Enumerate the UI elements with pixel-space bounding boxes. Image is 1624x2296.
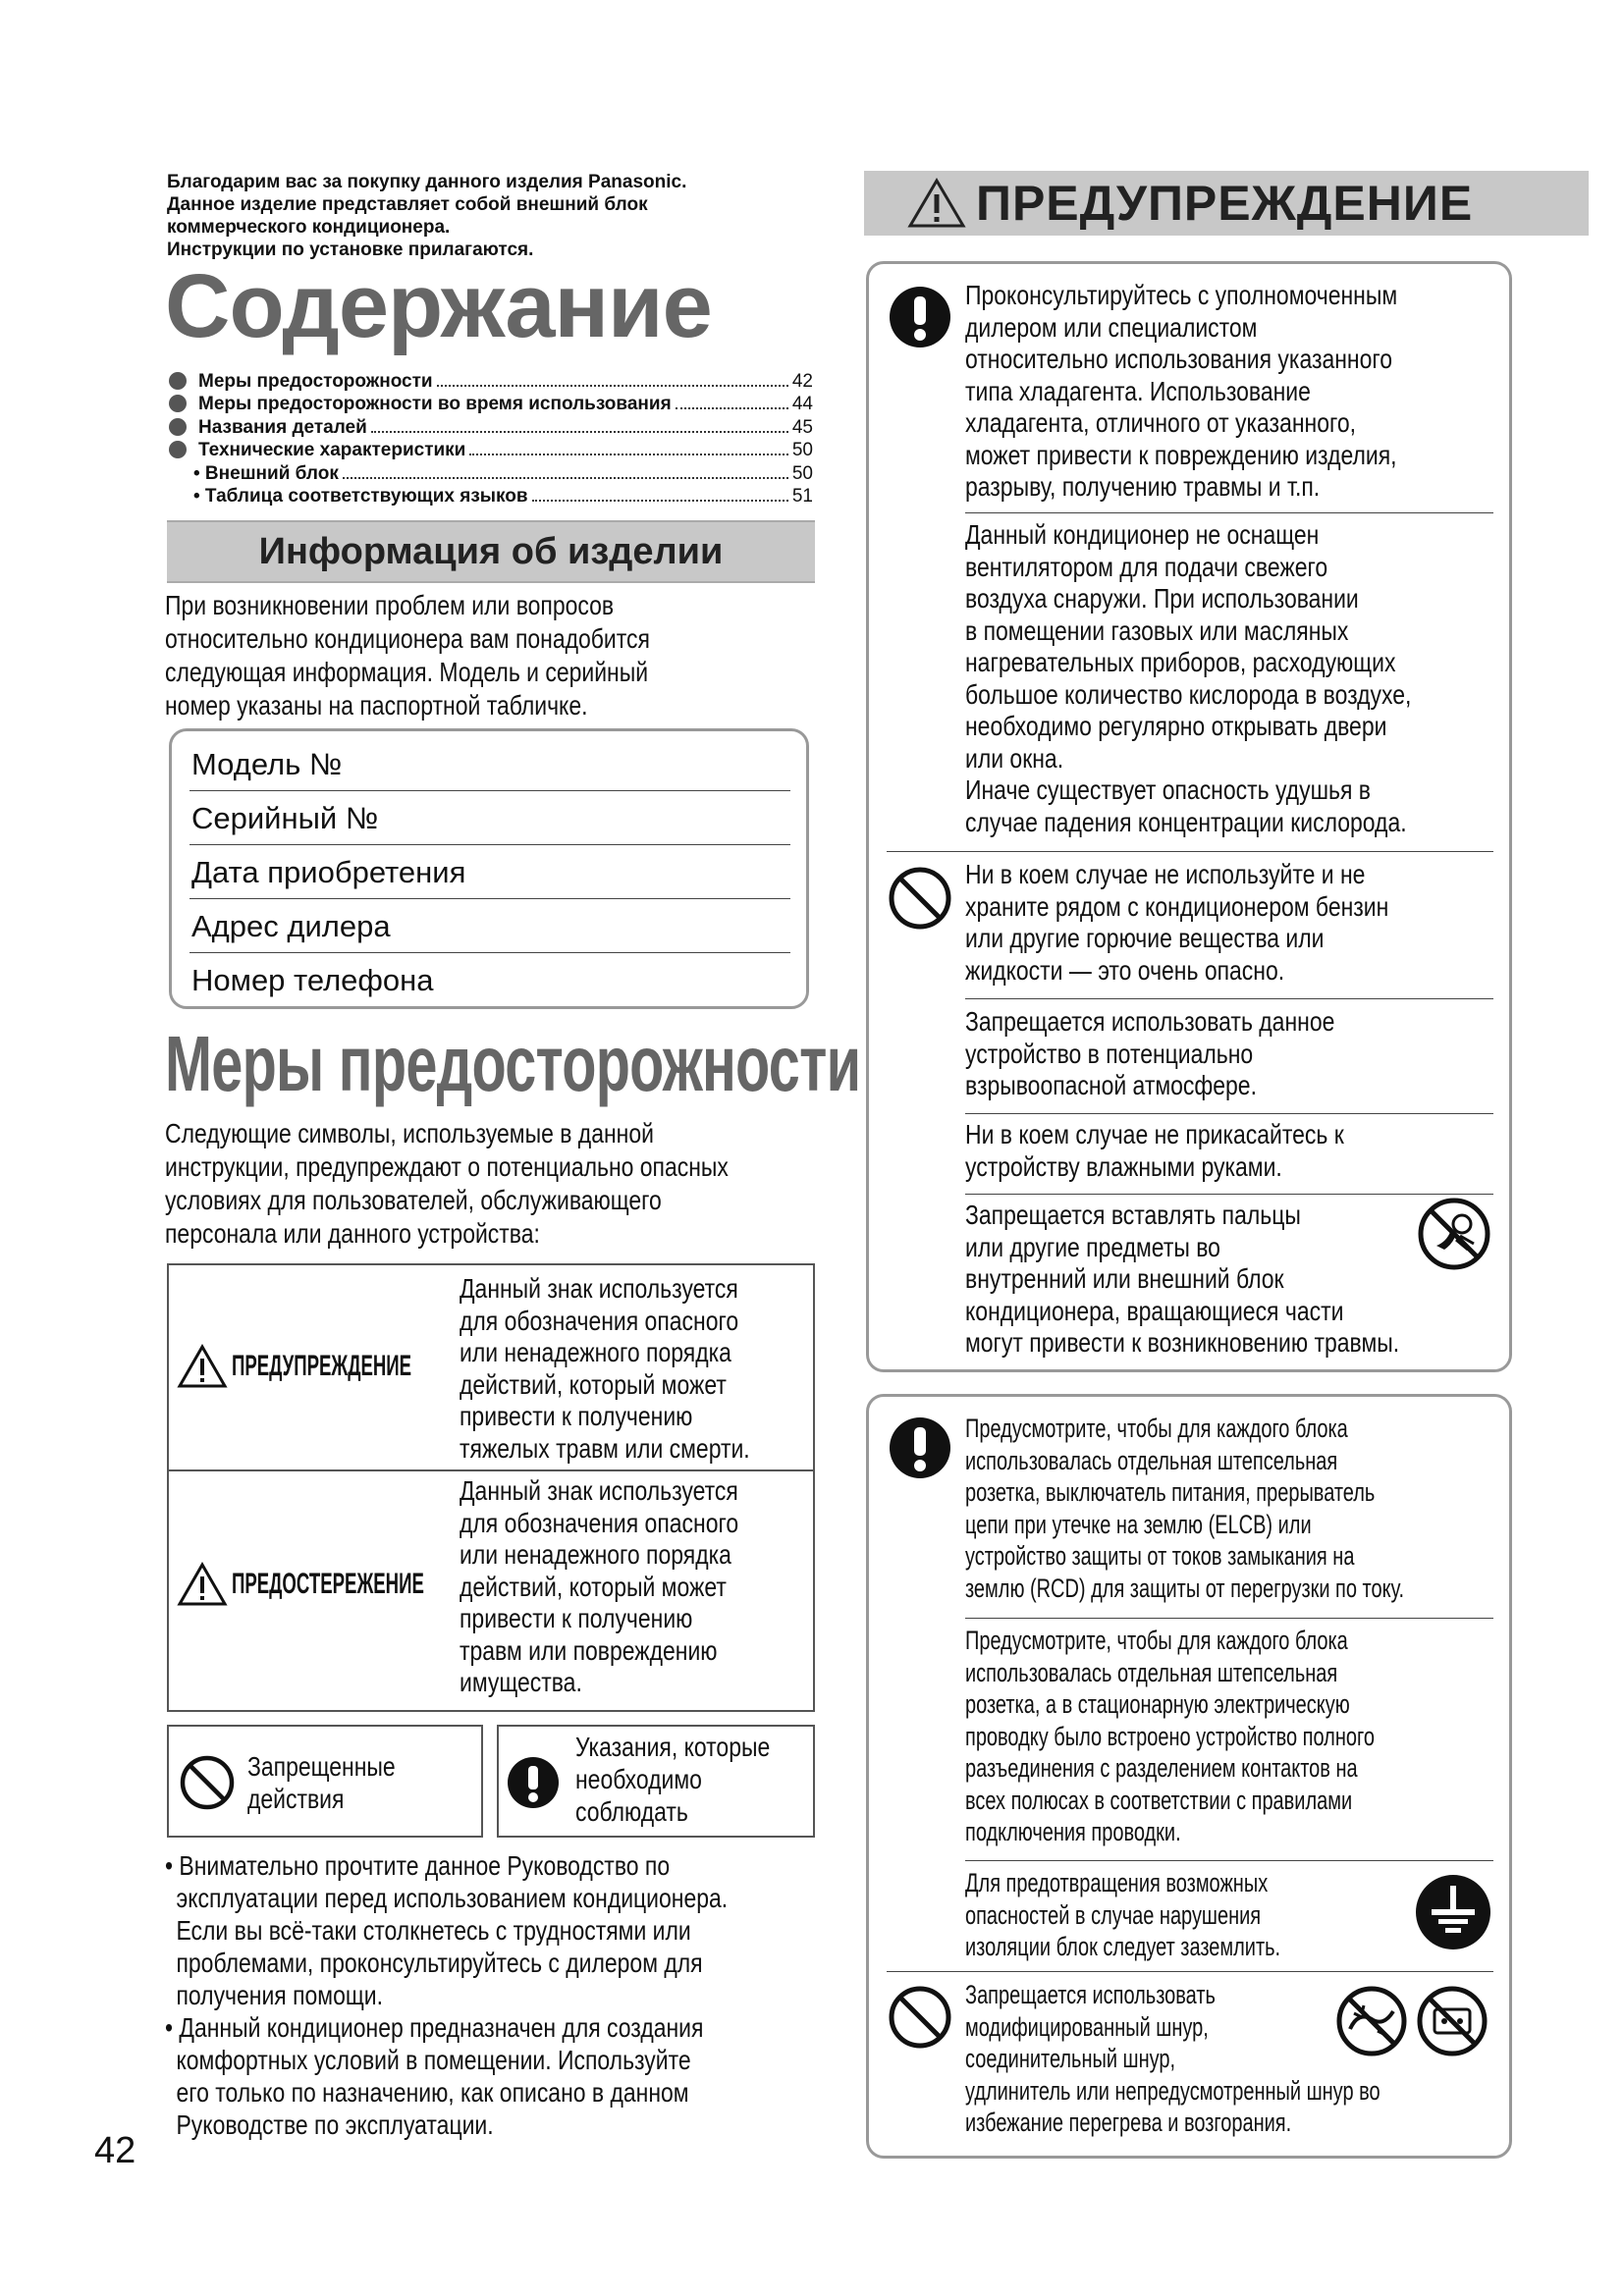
text-line: соединительный шнур, [965, 2044, 1176, 2073]
warning-section [965, 1200, 1399, 1360]
text-line: действий, который может [460, 1571, 727, 1602]
section-divider [965, 1618, 1493, 1619]
precautions-intro [165, 1117, 729, 1251]
section-divider [965, 1113, 1493, 1114]
warning-section [965, 1006, 1334, 1102]
toc-item[interactable] [169, 415, 813, 439]
text-line: подключения проводки. [965, 1817, 1181, 1846]
prohibition-icon [887, 865, 953, 932]
text-line: дилером или специалистом [965, 311, 1258, 343]
toc-title: Содержание [165, 256, 712, 356]
toc-item-page: 44 [791, 394, 813, 414]
warning-section [965, 519, 1411, 838]
bullet-icon [169, 395, 187, 412]
caution-triangle-icon [177, 1562, 228, 1607]
text-line: Запрещается использовать данное [965, 1006, 1335, 1037]
text-line: имущества. [460, 1667, 582, 1697]
toc-subitem[interactable] [169, 485, 813, 508]
product-info-text [165, 589, 704, 722]
warning-section [965, 1867, 1280, 1963]
text-line: Запрещается вставлять пальцы [965, 1200, 1301, 1230]
mandatory-exclamation-icon [889, 1416, 951, 1479]
text-line: цепи при утечке на землю (ELCB) или [965, 1509, 1312, 1539]
purchase-date-field[interactable]: Дата приобретения [189, 845, 790, 899]
mandatory-exclamation-icon [889, 286, 951, 348]
section-divider [965, 998, 1493, 999]
bullet-line: • Данный кондиционер предназначен для создания [165, 2012, 704, 2043]
text-line: или окна. [965, 742, 1064, 774]
intro-line: Благодарим вас за покупку данного изделия Panasonic. [167, 172, 687, 192]
prohibition-icon [887, 1984, 953, 2051]
text-line: для обозначения опасного [460, 1507, 739, 1538]
text-line: использовалась отдельная штепсельная [965, 1657, 1338, 1687]
toc-item-page: 50 [791, 462, 813, 484]
symbols-legend [167, 1263, 815, 1712]
text-line: Данный знак используется [460, 1273, 738, 1304]
no-extension-cord-icon [1415, 1984, 1489, 2058]
precautions-bullets [165, 1849, 852, 2141]
no-modified-cord-icon [1334, 1984, 1409, 2058]
text-line: удлинитель или непредусмотренный шнур во [965, 2075, 1380, 2106]
text-line: взрывоопасной атмосфере. [965, 1070, 1257, 1100]
bullet-line: его только по назначению, как описано в данном [176, 2077, 689, 2108]
text-line: Предусмотрите, чтобы для каждого блока [965, 1626, 1348, 1655]
bullet-line: комфортных условий в помещении. Используйте [176, 2045, 691, 2075]
text-line: необходимо [575, 1764, 702, 1794]
bullet-line: проблемами, проконсультируйтесь с дилером для [176, 1948, 703, 1978]
text-line: Данный кондиционер не оснащен [965, 519, 1320, 550]
text-line: внутренний или внешний блок [965, 1263, 1284, 1294]
text-line: номер указаны на паспортной табличке. [165, 690, 588, 721]
section-divider [887, 851, 1493, 852]
intro-text [167, 171, 825, 261]
text-line: необходимо регулярно открывать двери [965, 711, 1387, 741]
text-line: Предусмотрите, чтобы для каждого блока [965, 1414, 1348, 1443]
text-line: Ни в коем случае не используйте и не [965, 859, 1366, 889]
text-line: Следующие символы, используемые в данной [165, 1118, 654, 1148]
bullet-line: Руководстве по эксплуатации. [176, 2109, 494, 2140]
bullet-icon [169, 418, 187, 436]
warning-triangle-icon [907, 178, 966, 229]
text-line: или ненадежного порядка [460, 1539, 731, 1570]
text-line: Данный знак используется [460, 1475, 738, 1506]
toc-item[interactable] [169, 369, 813, 393]
text-line: модифицированный шнур, [965, 2011, 1209, 2042]
ground-icon [1415, 1874, 1491, 1950]
bullet-icon [169, 441, 187, 458]
warning-section [965, 1625, 1375, 1848]
bullet-line: эксплуатации перед использованием кондиционера. [176, 1883, 729, 1913]
text-line: тяжелых травм или смерти. [460, 1432, 750, 1464]
mandatory-exclamation-icon [507, 1756, 560, 1809]
text-line: При возникновении проблем или вопросов [165, 590, 615, 620]
text-line: кондиционера, вращающиеся части [965, 1295, 1344, 1326]
warning-section [965, 1979, 1380, 2139]
text-line: для обозначения опасного [460, 1305, 739, 1336]
intro-line: коммерческого кондиционера. [167, 217, 451, 238]
bullet-line: Если вы всё-таки столкнетесь с трудностями или [176, 1915, 691, 1946]
serial-field[interactable]: Серийный № [189, 791, 790, 845]
grounding-box [866, 1394, 1512, 2159]
toc-item-page: 50 [791, 440, 813, 460]
bullet-line: получения помощи. [176, 1980, 383, 2010]
text-line: или другие горючие вещества или [965, 923, 1325, 953]
intro-line: Данное изделие представляет собой внешний блок [167, 194, 648, 215]
text-line: всех полюсах в соответствии с правилами [965, 1785, 1353, 1815]
toc-item[interactable] [169, 393, 813, 416]
warning-section [965, 280, 1397, 504]
text-line: устройству влажными руками. [965, 1150, 1282, 1182]
text-line: разрыву, получению травмы и т.п. [965, 471, 1321, 502]
toc-item-label: Меры предосторожности во время использования [198, 394, 672, 414]
text-line: соблюдать [575, 1796, 688, 1827]
text-line: храните рядом с кондиционером бензин [965, 890, 1389, 922]
text-line: в помещении газовых или масляных [965, 614, 1349, 646]
text-line: воздуха снаружи. При использовании [965, 583, 1359, 614]
warning-section [965, 1119, 1344, 1183]
text-line: Иначе существует опасность удушья в [965, 774, 1371, 805]
text-line: розетка, а в стационарную электрическую [965, 1689, 1350, 1719]
text-line: персонала или данного устройства: [165, 1218, 540, 1249]
text-line: условиях для пользователей, обслуживающего [165, 1185, 662, 1215]
warning-label: ПРЕДУПРЕЖДЕНИЕ [232, 1350, 412, 1382]
text-line: инструкции, предупреждают о потенциально опасных [165, 1151, 729, 1182]
legend-desc [460, 1273, 749, 1465]
toc-item-page: 51 [791, 486, 813, 507]
toc-item[interactable] [169, 439, 813, 462]
caution-label: ПРЕДОСТЕРЕЖЕНИЕ [232, 1568, 424, 1600]
table-of-contents [169, 369, 813, 507]
bullet-icon [169, 372, 187, 390]
text-line: Ни в коем случае не прикасайтесь к [965, 1119, 1344, 1149]
section-divider [965, 1860, 1493, 1861]
warning-triangle-icon [177, 1344, 228, 1389]
warning-section [965, 1413, 1404, 1604]
legend-row-warning [169, 1265, 813, 1469]
text-line: землю (RCD) для защиты от перегрузки по току. [965, 1573, 1405, 1603]
text-line: Для предотвращения возможных [965, 1868, 1269, 1897]
section-divider [965, 512, 1493, 513]
legend-desc [460, 1475, 749, 1699]
text-line: типа хладагента. Использование [965, 375, 1311, 406]
text-line: может привести к повреждению изделия, [965, 439, 1397, 470]
intro-line: Инструкции по установке прилагаются. [167, 240, 534, 260]
no-fingers-in-fan-icon [1417, 1197, 1491, 1271]
mandatory-label [575, 1731, 770, 1828]
text-line: вентилятором для подачи свежего [965, 551, 1328, 582]
mandatory-actions-box [497, 1725, 815, 1838]
text-line: Указания, которые [575, 1732, 771, 1762]
text-line: Проконсультируйтесь с уполномоченным [965, 280, 1398, 310]
page-number: 42 [94, 2130, 136, 2171]
phone-field[interactable]: Номер телефона [191, 963, 434, 997]
warning-box [866, 261, 1512, 1372]
text-line: следующая информация. Модель и серийный [165, 657, 649, 687]
text-line: или другие предметы во [965, 1231, 1220, 1262]
text-line: использовалась отдельная штепсельная [965, 1445, 1338, 1475]
precautions-title: Меры предосторожности [165, 1020, 861, 1107]
text-line: случае падения концентрации кислорода. [965, 806, 1407, 837]
text-line: устройство защиты от токов замыкания на [965, 1541, 1355, 1571]
text-line: привести к получению [460, 1401, 693, 1431]
text-line: разъединения с разделением контактов на [965, 1753, 1358, 1783]
warning-heading [864, 171, 1589, 236]
model-field[interactable]: Модель № [189, 737, 790, 791]
toc-item-label: Меры предосторожности [198, 370, 433, 392]
text-line: могут привести к возникновению травмы. [965, 1327, 1400, 1358]
forbidden-label [247, 1750, 396, 1815]
section-divider [965, 1194, 1493, 1195]
dealer-address-field[interactable]: Адрес дилера [189, 899, 790, 953]
text-line: привести к получению [460, 1603, 693, 1633]
toc-item-label: • Внешний блок [193, 462, 339, 484]
product-info-heading: Информация об изделии [167, 520, 815, 583]
prohibition-icon [179, 1754, 236, 1811]
toc-item-page: 45 [791, 416, 813, 438]
product-info-form [169, 728, 809, 1009]
text-line: действия [247, 1784, 345, 1814]
text-line: Запрещенные [247, 1751, 396, 1782]
text-line: относительно кондиционера вам понадобится [165, 623, 650, 654]
forbidden-actions-box [167, 1725, 483, 1838]
text-line: нагревательных приборов, расходующих [965, 647, 1396, 677]
warning-heading-label: ПРЕДУПРЕЖДЕНИЕ [976, 176, 1474, 231]
warning-section [965, 859, 1388, 987]
text-line: изоляции блок следует заземлить. [965, 1932, 1281, 1961]
text-line: избежание перегрева и возгорания. [965, 2108, 1292, 2137]
toc-item-label: • Таблица соответствующих языков [193, 486, 528, 507]
text-line: или ненадежного порядка [460, 1337, 731, 1367]
text-line: жидкости — это очень опасно. [965, 954, 1285, 986]
toc-subitem[interactable] [169, 461, 813, 485]
toc-item-page: 42 [791, 370, 813, 392]
text-line: травм или повреждению [460, 1634, 718, 1666]
text-line: действий, который может [460, 1368, 727, 1400]
text-line: большое количество кислорода в воздухе, [965, 678, 1412, 710]
legend-row-caution [169, 1471, 813, 1712]
bullet-line: • Внимательно прочтите данное Руководство по [165, 1850, 671, 1881]
text-line: хладагента, отличного от указанного, [965, 407, 1356, 438]
text-line: розетка, выключатель питания, прерыватель [965, 1477, 1376, 1507]
text-line: проводку было встроено устройство полного [965, 1721, 1375, 1751]
text-line: опасностей в случае нарушения [965, 1899, 1262, 1930]
text-line: Запрещается использовать [965, 1980, 1216, 2009]
text-line: устройство в потенциально [965, 1038, 1254, 1069]
toc-item-label: Технические характеристики [198, 440, 466, 460]
section-divider [887, 1971, 1493, 1972]
toc-item-label: Названия деталей [198, 416, 367, 438]
text-line: относительно использования указанного [965, 344, 1393, 374]
